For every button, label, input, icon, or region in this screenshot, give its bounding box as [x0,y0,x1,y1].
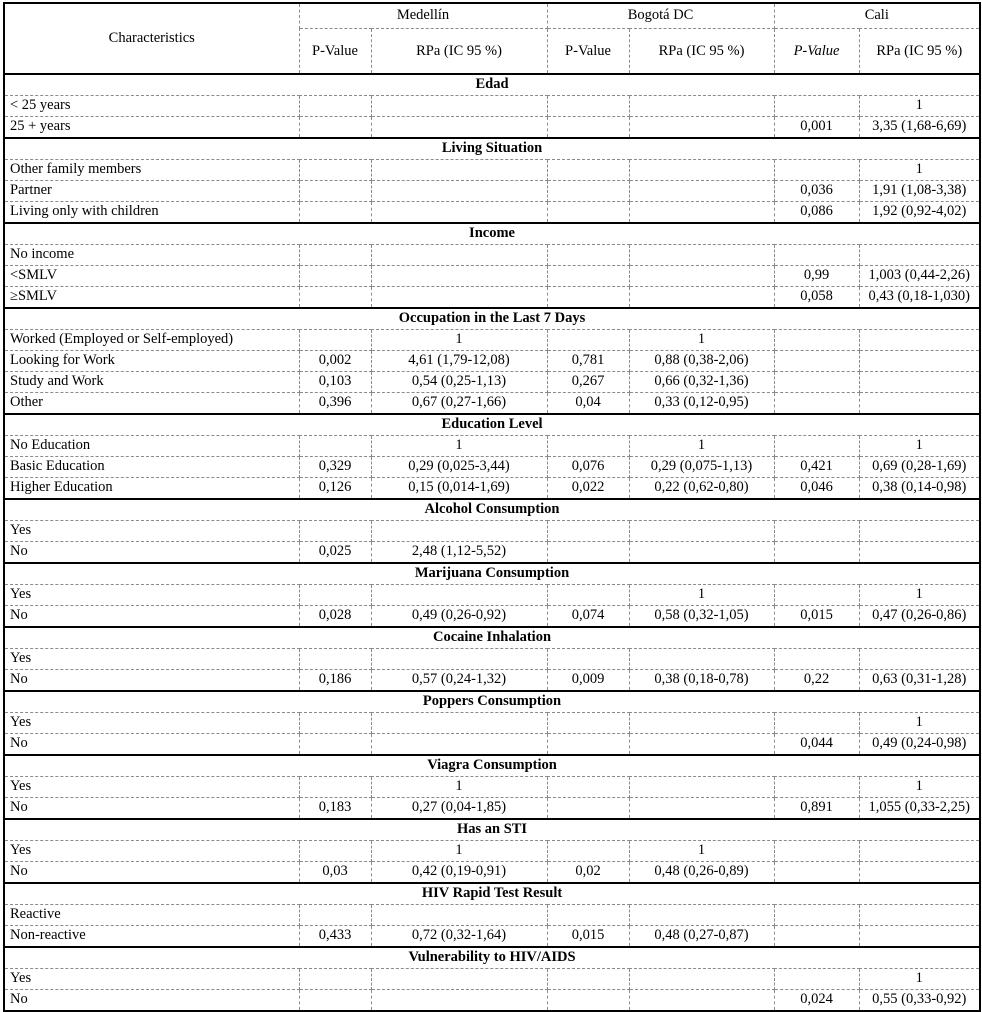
column-header-characteristics: Characteristics [4,3,299,74]
table-cell [859,351,980,372]
table-cell [299,841,371,862]
table-cell [299,181,371,202]
table-row [4,862,980,884]
table-row [4,372,980,393]
table-cell: 0,028 [299,606,371,628]
table-row [4,606,980,628]
table-cell: 0,001 [774,117,859,139]
row-label: Yes [4,841,299,862]
table-cell: 1,003 (0,44-2,26) [859,266,980,287]
table-cell: 0,103 [299,372,371,393]
table-row [4,734,980,756]
table-cell [547,202,629,224]
table-cell [547,969,629,990]
table-cell [629,521,774,542]
table-cell: 0,396 [299,393,371,415]
table-cell: 1 [629,585,774,606]
table-cell: 0,022 [547,478,629,500]
table-cell: 0,57 (0,24-1,32) [371,670,547,692]
table-cell [629,713,774,734]
table-cell: 1 [371,330,547,351]
table-cell [629,245,774,266]
row-label: Yes [4,713,299,734]
row-label: ≥SMLV [4,287,299,309]
table-cell [774,330,859,351]
table-row [4,457,980,478]
table-cell: 0,267 [547,372,629,393]
table-cell [371,181,547,202]
table-cell [859,649,980,670]
section-title: Edad [4,74,980,96]
row-label: No [4,670,299,692]
column-header-bogota-rpa: RPa (IC 95 %) [629,29,774,75]
table-row [4,521,980,542]
table-cell [299,905,371,926]
table-cell [547,777,629,798]
row-label: Basic Education [4,457,299,478]
section-header-row [4,223,980,245]
table-row [4,649,980,670]
table-row [4,969,980,990]
row-label: Study and Work [4,372,299,393]
table-cell [299,521,371,542]
table-cell [299,117,371,139]
table-cell [547,436,629,457]
table-cell: 0,27 (0,04-1,85) [371,798,547,820]
table-cell: 3,35 (1,68-6,69) [859,117,980,139]
table-cell: 0,69 (0,28-1,69) [859,457,980,478]
row-label: Reactive [4,905,299,926]
table-cell: 0,29 (0,075-1,13) [629,457,774,478]
table-cell [774,862,859,884]
table-cell [859,330,980,351]
table-body [4,74,980,1011]
table-cell [774,713,859,734]
table-cell [547,798,629,820]
row-label: Partner [4,181,299,202]
table-cell [859,926,980,948]
section-header-row [4,138,980,160]
table-cell [371,969,547,990]
table-cell [547,117,629,139]
row-label: Yes [4,777,299,798]
table-cell [547,649,629,670]
table-row [4,393,980,415]
table-cell [629,287,774,309]
table-cell [774,521,859,542]
row-label: Yes [4,521,299,542]
table-row [4,777,980,798]
table-cell [774,351,859,372]
row-label: Non-reactive [4,926,299,948]
table-cell: 0,015 [774,606,859,628]
row-label: Other [4,393,299,415]
table-cell [547,734,629,756]
table-cell: 0,126 [299,478,371,500]
table-cell [299,969,371,990]
table-cell [547,245,629,266]
table-cell: 0,48 (0,26-0,89) [629,862,774,884]
table-cell: 0,58 (0,32-1,05) [629,606,774,628]
section-header-row [4,74,980,96]
table-cell [629,160,774,181]
table-cell [774,649,859,670]
table-cell [629,990,774,1012]
table-cell [299,990,371,1012]
table-cell: 0,43 (0,18-1,030) [859,287,980,309]
table-cell [629,777,774,798]
table-cell [774,245,859,266]
column-header-city-medellin: Medellín [299,3,547,29]
row-label: No [4,862,299,884]
table-cell [547,330,629,351]
table-cell [629,734,774,756]
table-row [4,266,980,287]
table-cell: 0,99 [774,266,859,287]
table-cell [371,734,547,756]
table-cell: 0,009 [547,670,629,692]
table-row [4,202,980,224]
section-title: Vulnerability to HIV/AIDS [4,947,980,969]
row-label: No Education [4,436,299,457]
table-cell: 0,55 (0,33-0,92) [859,990,980,1012]
table-cell: 1 [629,330,774,351]
table-cell [299,649,371,670]
table-cell [371,96,547,117]
table-cell: 0,42 (0,19-0,91) [371,862,547,884]
table-row [4,287,980,309]
table-cell: 0,002 [299,351,371,372]
table-cell [547,96,629,117]
table-cell [547,287,629,309]
table-cell [629,202,774,224]
table-cell: 0,72 (0,32-1,64) [371,926,547,948]
table-cell [371,521,547,542]
table-cell [371,990,547,1012]
table-cell [371,160,547,181]
row-label: Looking for Work [4,351,299,372]
table-cell: 0,074 [547,606,629,628]
table-cell: 0,66 (0,32-1,36) [629,372,774,393]
table-cell: 0,47 (0,26-0,86) [859,606,980,628]
section-title: HIV Rapid Test Result [4,883,980,905]
table-cell: 0,086 [774,202,859,224]
table-cell: 0,058 [774,287,859,309]
table-cell [629,181,774,202]
table-cell [371,713,547,734]
table-cell: 4,61 (1,79-12,08) [371,351,547,372]
table-row [4,670,980,692]
table-row [4,585,980,606]
table-cell: 1 [629,436,774,457]
row-label: Higher Education [4,478,299,500]
section-title: Viagra Consumption [4,755,980,777]
section-header-row [4,563,980,585]
table-row [4,905,980,926]
table-cell: 1,055 (0,33-2,25) [859,798,980,820]
table-cell: 0,67 (0,27-1,66) [371,393,547,415]
table-cell: 0,29 (0,025-3,44) [371,457,547,478]
table-cell: 0,54 (0,25-1,13) [371,372,547,393]
table-cell: 1 [859,777,980,798]
table-cell [371,287,547,309]
table-cell: 0,421 [774,457,859,478]
table-cell [299,245,371,266]
table-cell: 1 [371,436,547,457]
section-title: Education Level [4,414,980,436]
table-cell [299,777,371,798]
table-cell [629,905,774,926]
table-cell: 0,03 [299,862,371,884]
table-cell [371,117,547,139]
table-cell: 0,024 [774,990,859,1012]
table-cell: 1 [859,436,980,457]
table-cell [371,585,547,606]
table-cell: 0,49 (0,24-0,98) [859,734,980,756]
table-cell: 0,15 (0,014-1,69) [371,478,547,500]
multivariate-results-table [3,2,981,1012]
table-cell [547,905,629,926]
table-cell: 0,63 (0,31-1,28) [859,670,980,692]
section-header-row [4,414,980,436]
table-cell: 0,015 [547,926,629,948]
table-row [4,478,980,500]
table-cell: 0,88 (0,38-2,06) [629,351,774,372]
section-title: Alcohol Consumption [4,499,980,521]
section-header-row [4,883,980,905]
table-cell: 0,22 (0,62-0,80) [629,478,774,500]
table-cell [547,181,629,202]
table-cell: 0,02 [547,862,629,884]
table-cell [774,585,859,606]
row-label: Yes [4,969,299,990]
column-header-cali-pvalue: P-Value [774,29,859,75]
table-cell [774,393,859,415]
table-cell [547,841,629,862]
table-cell: 0,38 (0,18-0,78) [629,670,774,692]
section-title: Living Situation [4,138,980,160]
table-cell [629,96,774,117]
column-header-cali-rpa: RPa (IC 95 %) [859,29,980,75]
table-cell: 0,076 [547,457,629,478]
table-cell [547,585,629,606]
table-cell [371,905,547,926]
table-cell [859,542,980,564]
table-cell [774,777,859,798]
table-cell: 1 [371,777,547,798]
table-cell: 0,48 (0,27-0,87) [629,926,774,948]
table-row [4,245,980,266]
table-cell: 0,036 [774,181,859,202]
column-header-medellin-rpa: RPa (IC 95 %) [371,29,547,75]
table-cell [859,862,980,884]
row-label: < 25 years [4,96,299,117]
section-title: Has an STI [4,819,980,841]
table-row [4,160,980,181]
section-header-row [4,819,980,841]
section-header-row [4,947,980,969]
table-row [4,542,980,564]
row-label: No [4,990,299,1012]
column-header-bogota-pvalue: P-Value [547,29,629,75]
table-cell: 0,025 [299,542,371,564]
table-cell [299,436,371,457]
table-cell [299,96,371,117]
table-cell [774,905,859,926]
table-cell [547,542,629,564]
section-header-row [4,627,980,649]
table-cell: 1 [859,969,980,990]
table-cell [774,841,859,862]
table-cell: 1,92 (0,92-4,02) [859,202,980,224]
table-cell [859,393,980,415]
table-cell [859,841,980,862]
table-cell [629,117,774,139]
table-cell [629,798,774,820]
table-cell [629,542,774,564]
row-label: Other family members [4,160,299,181]
table-cell: 1 [859,96,980,117]
section-title: Marijuana Consumption [4,563,980,585]
section-header-row [4,308,980,330]
table-cell: 0,04 [547,393,629,415]
table-cell [547,521,629,542]
section-header-row [4,691,980,713]
row-label: <SMLV [4,266,299,287]
table-cell [774,969,859,990]
table-row [4,96,980,117]
table-row [4,990,980,1012]
table-cell: 0,22 [774,670,859,692]
header-row-cities [4,3,980,29]
section-header-row [4,499,980,521]
table-row [4,351,980,372]
row-label: No income [4,245,299,266]
table-cell: 0,38 (0,14-0,98) [859,478,980,500]
table-cell: 0,183 [299,798,371,820]
table-cell: 1 [859,160,980,181]
table-cell [371,649,547,670]
table-cell [299,713,371,734]
table-cell [859,245,980,266]
table-cell [299,202,371,224]
table-cell [299,585,371,606]
table-row [4,436,980,457]
table-cell: 0,046 [774,478,859,500]
table-cell: 0,433 [299,926,371,948]
table-row [4,117,980,139]
row-label: No [4,542,299,564]
table-cell [299,266,371,287]
table-row [4,181,980,202]
table-cell [371,245,547,266]
table-cell [547,713,629,734]
table-row [4,713,980,734]
row-label: Worked (Employed or Self-employed) [4,330,299,351]
table-cell [371,266,547,287]
column-header-city-cali: Cali [774,3,980,29]
section-header-row [4,755,980,777]
table-cell: 1 [859,713,980,734]
table-cell [629,969,774,990]
table-cell [774,160,859,181]
table-cell [859,905,980,926]
table-cell [859,372,980,393]
row-label: Yes [4,585,299,606]
table-cell [774,96,859,117]
section-title: Cocaine Inhalation [4,627,980,649]
table-header [4,3,980,74]
table-cell [629,266,774,287]
section-title: Poppers Consumption [4,691,980,713]
column-header-medellin-pvalue: P-Value [299,29,371,75]
row-label: 25 + years [4,117,299,139]
table-cell [547,160,629,181]
table-row [4,926,980,948]
table-cell: 2,48 (1,12-5,52) [371,542,547,564]
row-label: Yes [4,649,299,670]
table-cell: 1 [859,585,980,606]
row-label: No [4,798,299,820]
table-cell: 1 [371,841,547,862]
table-row [4,798,980,820]
table-cell: 0,781 [547,351,629,372]
table-cell: 1 [629,841,774,862]
section-title: Occupation in the Last 7 Days [4,308,980,330]
table-row [4,330,980,351]
column-header-city-bogota: Bogotá DC [547,3,774,29]
table-cell: 0,044 [774,734,859,756]
table-cell: 0,49 (0,26-0,92) [371,606,547,628]
row-label: Living only with children [4,202,299,224]
table-cell: 0,329 [299,457,371,478]
table-cell [547,990,629,1012]
table-cell [774,926,859,948]
table-cell: 1,91 (1,08-3,38) [859,181,980,202]
table-cell [629,649,774,670]
row-label: No [4,734,299,756]
table-cell: 0,33 (0,12-0,95) [629,393,774,415]
table-cell [299,734,371,756]
table-cell [299,160,371,181]
table-cell: 0,186 [299,670,371,692]
table-cell [774,372,859,393]
table-cell [774,542,859,564]
table-row [4,841,980,862]
table-cell [371,202,547,224]
table-cell [859,521,980,542]
table-cell [547,266,629,287]
table-cell [774,436,859,457]
table-cell [299,287,371,309]
table-cell: 0,891 [774,798,859,820]
table-cell [299,330,371,351]
row-label: No [4,606,299,628]
section-title: Income [4,223,980,245]
